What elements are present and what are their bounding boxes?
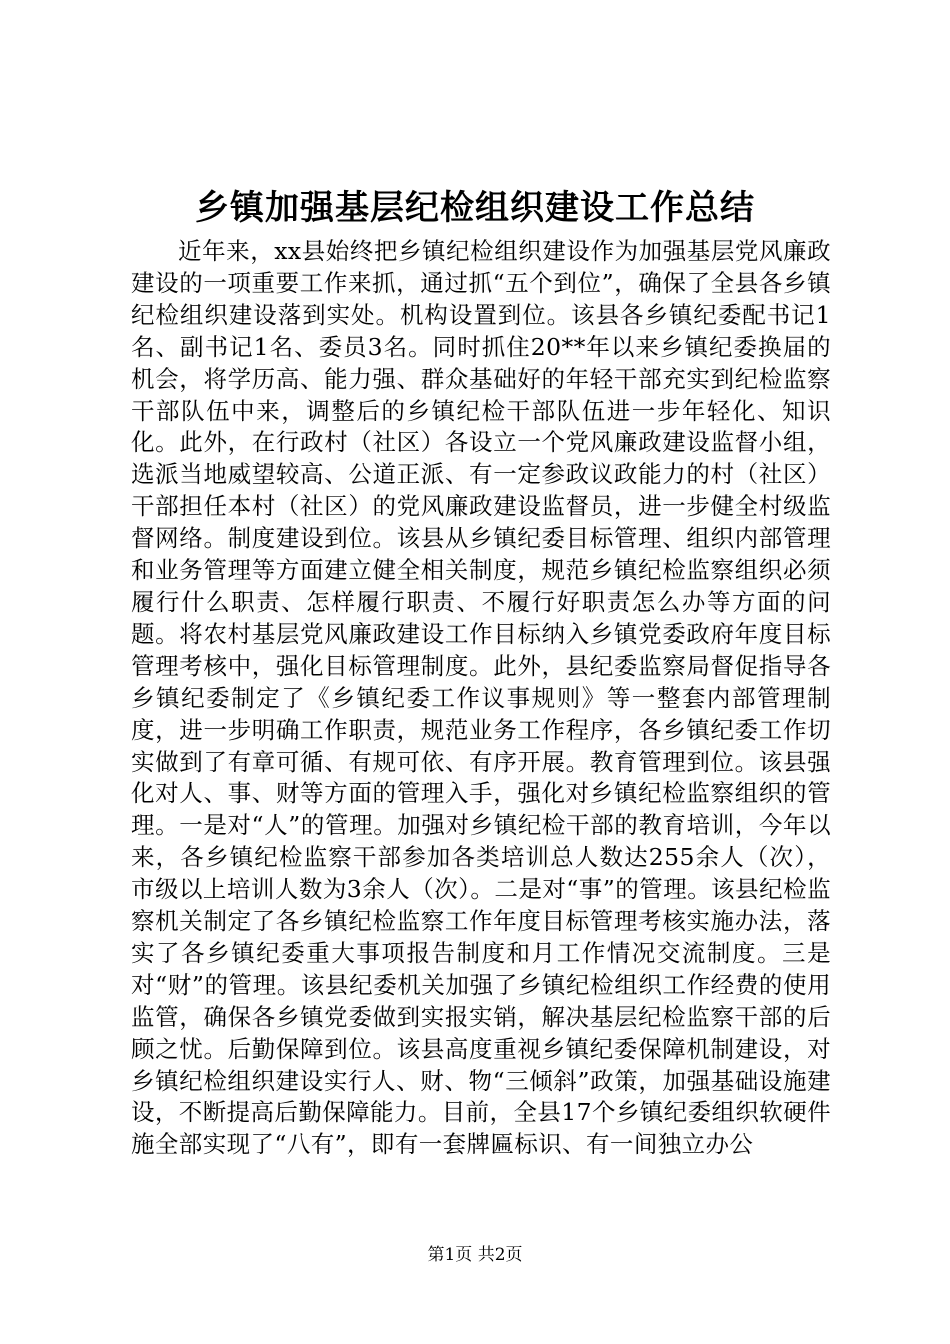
document-title: 乡镇加强基层纪检组织建设工作总结: [195, 188, 755, 228]
document-body: 近年来，xx县始终把乡镇纪检组织建设作为加强基层党风廉政建设的一项重要工作来抓，通过抓“五个到位”，确保了全县各乡镇纪检组织建设落到实处。机构设置到位。该县各乡镇纪委配书记1名、副书记1名、委员3名。同时抓住20**年以来乡镇纪委换届的机会，将学历高、能力强、群众基础好的年轻干部充实到纪检监察干部队伍中来，调整后的乡镇纪检干部队伍进一步年轻化、知识化。此外，在行政村（社区）各设立一个党风廉政建设监督小组，选派当地威望较高、公道正派、有一定参政议政能力的村（社区）干部担任本村（社区）的党风廉政建设监督员，进一步健全村级监督网络。制度建设到位。该县从乡镇纪委目标管理、组织内部管理和业务管理等方面建立健全相关制度，规范乡镇纪检监察组织必须履行什么职责、怎样履行职责、不履行好职责怎么办等方面的问题。将农村基层党风廉政建设工作目标纳入乡镇党委政府年度目标管理考核中，强化目标管理制度。此外，县纪委监察局督促指导各乡镇纪委制定了《乡镇纪委工作议事规则》等一整套内部管理制度，进一步明确工作职责，规范业务工作程序，各乡镇纪委工作切实做到了有章可循、有规可依、有序开展。教育管理到位。该县强化对人、事、财等方面的管理入手，强化对乡镇纪检监察组织的管理。一是对“人”的管理。加强对乡镇纪检干部的教育培训，今年以来，各乡镇纪检监察干部参加各类培训总人数达255余人（次），市级以上培训人数为3余人（次）。二是对“事”的管理。该县纪检监察机关制定了各乡镇纪检监察工作年度目标管理考核实施办法，落实了各乡镇纪委重大事项报告制度和月工作情况交流制度。三是对“财”的管理。该县纪委机关加强了乡镇纪检组织工作经费的使用监管，确保各乡镇党委做到实报实销，解决基层纪检监察干部的后顾之忧。后勤保障到位。该县高度重视乡镇纪委保障机制建设，对乡镇纪检组织建设实行人、财、物“三倾斜”政策，加强基础设施建设，不断提高后勤保障能力。目前，全县17个乡镇纪委组织软硬件施全部实现了“八有”，即有一套牌匾标识、有一间独立办公: [131, 237, 831, 1159]
page-number: 第1页 共2页: [427, 1245, 523, 1265]
